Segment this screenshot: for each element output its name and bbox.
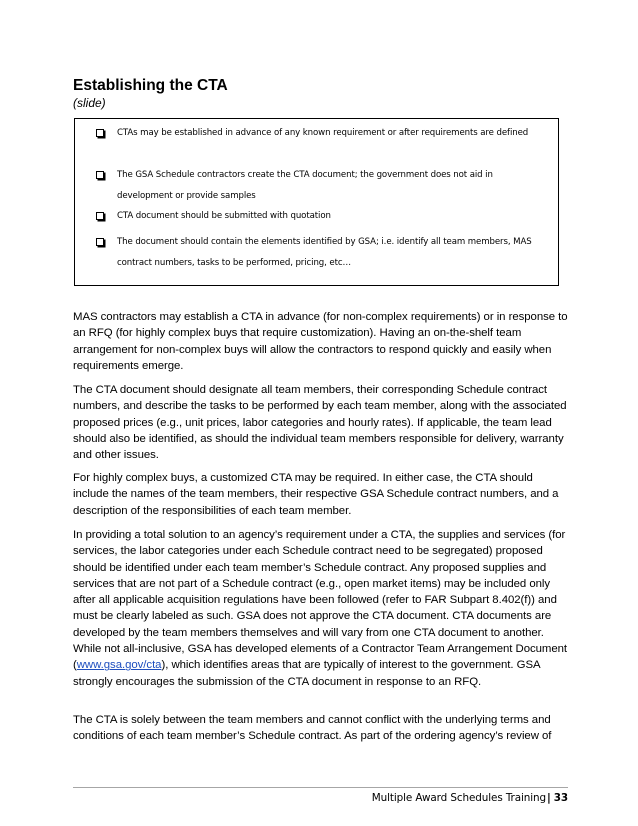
cta-link[interactable]: www.gsa.gov/cta (76, 659, 162, 672)
page-subtitle: (slide) (73, 96, 106, 110)
footer-label: Multiple Award Schedules Training (371, 792, 547, 804)
slide-bullet (96, 123, 541, 144)
body-paragraph: MAS contractors may establish a CTA in advance (for non-complex requirements) or in response to an RFQ (for highly complex buys that require customization). Having an on-the-shelf team arrangement for non-complex buys will allow the contractors to respond quickly and easily when requirements emerge. (73, 311, 568, 372)
slide-bullet (96, 232, 541, 274)
body-paragraph: For highly complex buys, a customized CTA may be required. In either case, the CTA should include the names of the team members, their respective GSA Schedule contract numbers, and a description of the responsibilities of each team member. (73, 472, 559, 517)
page-number: 33 (553, 792, 568, 804)
slide-bullet-text: The GSA Schedule contractors create the CTA document; the government does not aid in development or provide samples (117, 170, 493, 201)
checkbox-bullet-icon (96, 171, 104, 179)
paragraph-text: In providing a total solution to an agency’s requirement under a CTA, the supplies and services (for services, the labor categories under each Schedule contract need to be segregated) proposed should be identified under each team member’s Schedule contract. Any proposed supplies and services that are not part of a Schedule contract (e.g., open market items) may be included only after all applicable acquisition regulations have been followed (refer to FAR Subpart 8.402(f)) and must be clearly labeled as such. GSA does not approve the CTA document. CTA documents are developed by the team members themselves and will vary from one CTA document to another. While not all-inclusive, GSA has developed elements of a Contractor Team Arrangement Document ( (73, 529, 568, 672)
page-footer (372, 792, 568, 804)
body-paragraph (73, 527, 568, 690)
body-paragraph: The CTA document should designate all team members, their corresponding Schedule contract numbers, and describe the tasks to be performed by each team member, along with the associated proposed prices (e.g., unit prices, labor categories and hourly rates). If applicable, the team lead should also be identified, as should the individual team members responsible for delivery, warranty and other issues. (73, 384, 567, 462)
slide-bullet (96, 165, 541, 207)
slide-bullet (96, 206, 541, 227)
checkbox-bullet-icon (96, 212, 104, 220)
body-paragraph: The CTA is solely between the team members and cannot conflict with the underlying terms and conditions of each team member’s Schedule contract. As part of the ordering agency’s review of (73, 714, 552, 743)
paragraph-text: ), which identifies areas that are typically of interest to the government. GSA strongly encourages the submission of the CTA document in response to an RFQ. (73, 659, 540, 688)
slide-box (74, 118, 559, 286)
slide-bullet-text: The document should contain the elements identified by GSA; i.e. identify all team members, MAS contract numbers, tasks to be performed, pricing, etc… (117, 237, 532, 268)
footer-separator: | (547, 792, 551, 804)
page-title: Establishing the CTA (73, 77, 228, 94)
checkbox-bullet-icon (96, 238, 104, 246)
slide-bullet-text: CTA document should be submitted with quotation (117, 211, 331, 221)
slide-bullet-text: CTAs may be established in advance of any known requirement or after requirements are defined (117, 128, 529, 138)
footer-divider (73, 787, 568, 788)
checkbox-bullet-icon (96, 129, 104, 137)
